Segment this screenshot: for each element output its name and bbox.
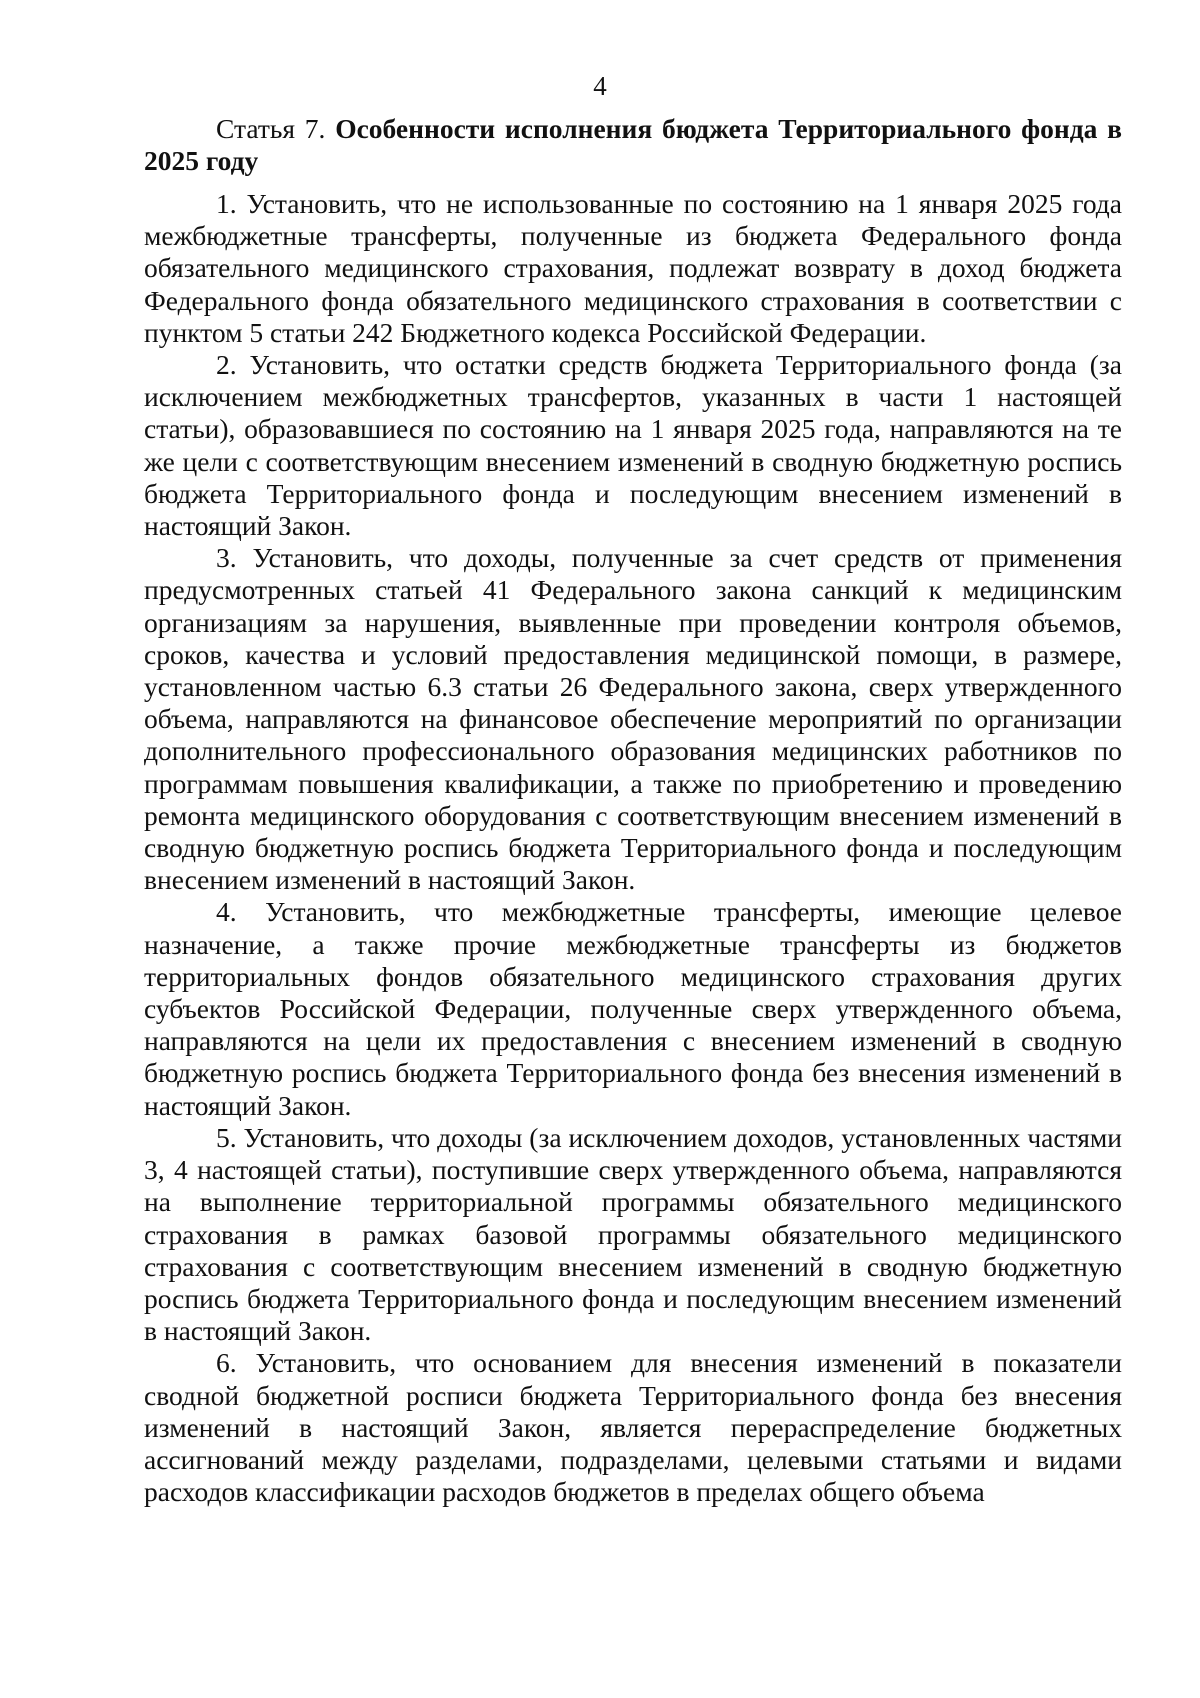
paragraph-2: 2. Установить, что остатки средств бюджета Территориального фонда (за исключением межбюджетных трансфертов, указанных в части 1 настоящей статьи), образовавшиеся по состоянию на 1 января 2025 года, направляются на те же цели с соответствующим внесением изменений в сводную бюджетную роспись бюджета Территориального фонда и последующим внесением изменений в настоящий Закон. bbox=[144, 349, 1122, 542]
article-title: Особенности исполнения бюджета Территориального фонда в 2025 году bbox=[144, 113, 1122, 176]
paragraph-4: 4. Установить, что межбюджетные трансферты, имеющие целевое назначение, а также прочие межбюджетные трансферты из бюджетов территориальных фондов обязательного медицинского страхования других субъектов Российской Федерации, полученные сверх утвержденного объема, направляются на цели их предоставления с внесением изменений в сводную бюджетную роспись бюджета Территориального фонда без внесения изменений в настоящий Закон. bbox=[144, 896, 1122, 1121]
paragraph-3: 3. Установить, что доходы, полученные за счет средств от применения предусмотренных статьей 41 Федерального закона санкций к медицинским организациям за нарушения, выявленные при проведении контроля объемов, сроков, качества и условий предоставления медицинской помощи, в размере, установленном частью 6.3 статьи 26 Федерального закона, сверх утвержденного объема, направляются на финансовое обеспечение мероприятий по организации дополнительного профессионального образования медицинских работников по программам повышения квалификации, а также по приобретению и проведению ремонта медицинского оборудования с соответствующим внесением изменений в сводную бюджетную роспись бюджета Территориального фонда и последующим внесением изменений в настоящий Закон. bbox=[144, 542, 1122, 896]
paragraph-5: 5. Установить, что доходы (за исключением доходов, установленных частями 3, 4 настоящей статьи), поступившие сверх утвержденного объема, направляются на выполнение территориальной программы обязательного медицинского страхования в рамках базовой программы обязательного медицинского страхования с соответствующим внесением изменений в сводную бюджетную роспись бюджета Территориального фонда и последующим внесением изменений в настоящий Закон. bbox=[144, 1121, 1122, 1347]
paragraph-1: 1. Установить, что не использованные по состоянию на 1 января 2025 года межбюджетные трансферты, полученные из бюджета Федерального фонда обязательного медицинского страхования, подлежат возврату в доход бюджета Федерального фонда обязательного медицинского страхования в соответствии с пунктом 5 статьи 242 Бюджетного кодекса Российской Федерации. bbox=[144, 188, 1122, 348]
document-body bbox=[144, 113, 1122, 1508]
page-number: 4 bbox=[593, 71, 607, 101]
article-label: Статья 7. bbox=[216, 113, 326, 144]
paragraph-6: 6. Установить, что основанием для внесения изменений в показатели сводной бюджетной росписи бюджета Территориального фонда без внесения изменений в настоящий Закон, является перераспределение бюджетных ассигнований между разделами, подразделами, целевыми статьями и видами расходов классификации расходов бюджетов в пределах общего объема bbox=[144, 1347, 1122, 1508]
article-heading bbox=[144, 113, 1122, 176]
